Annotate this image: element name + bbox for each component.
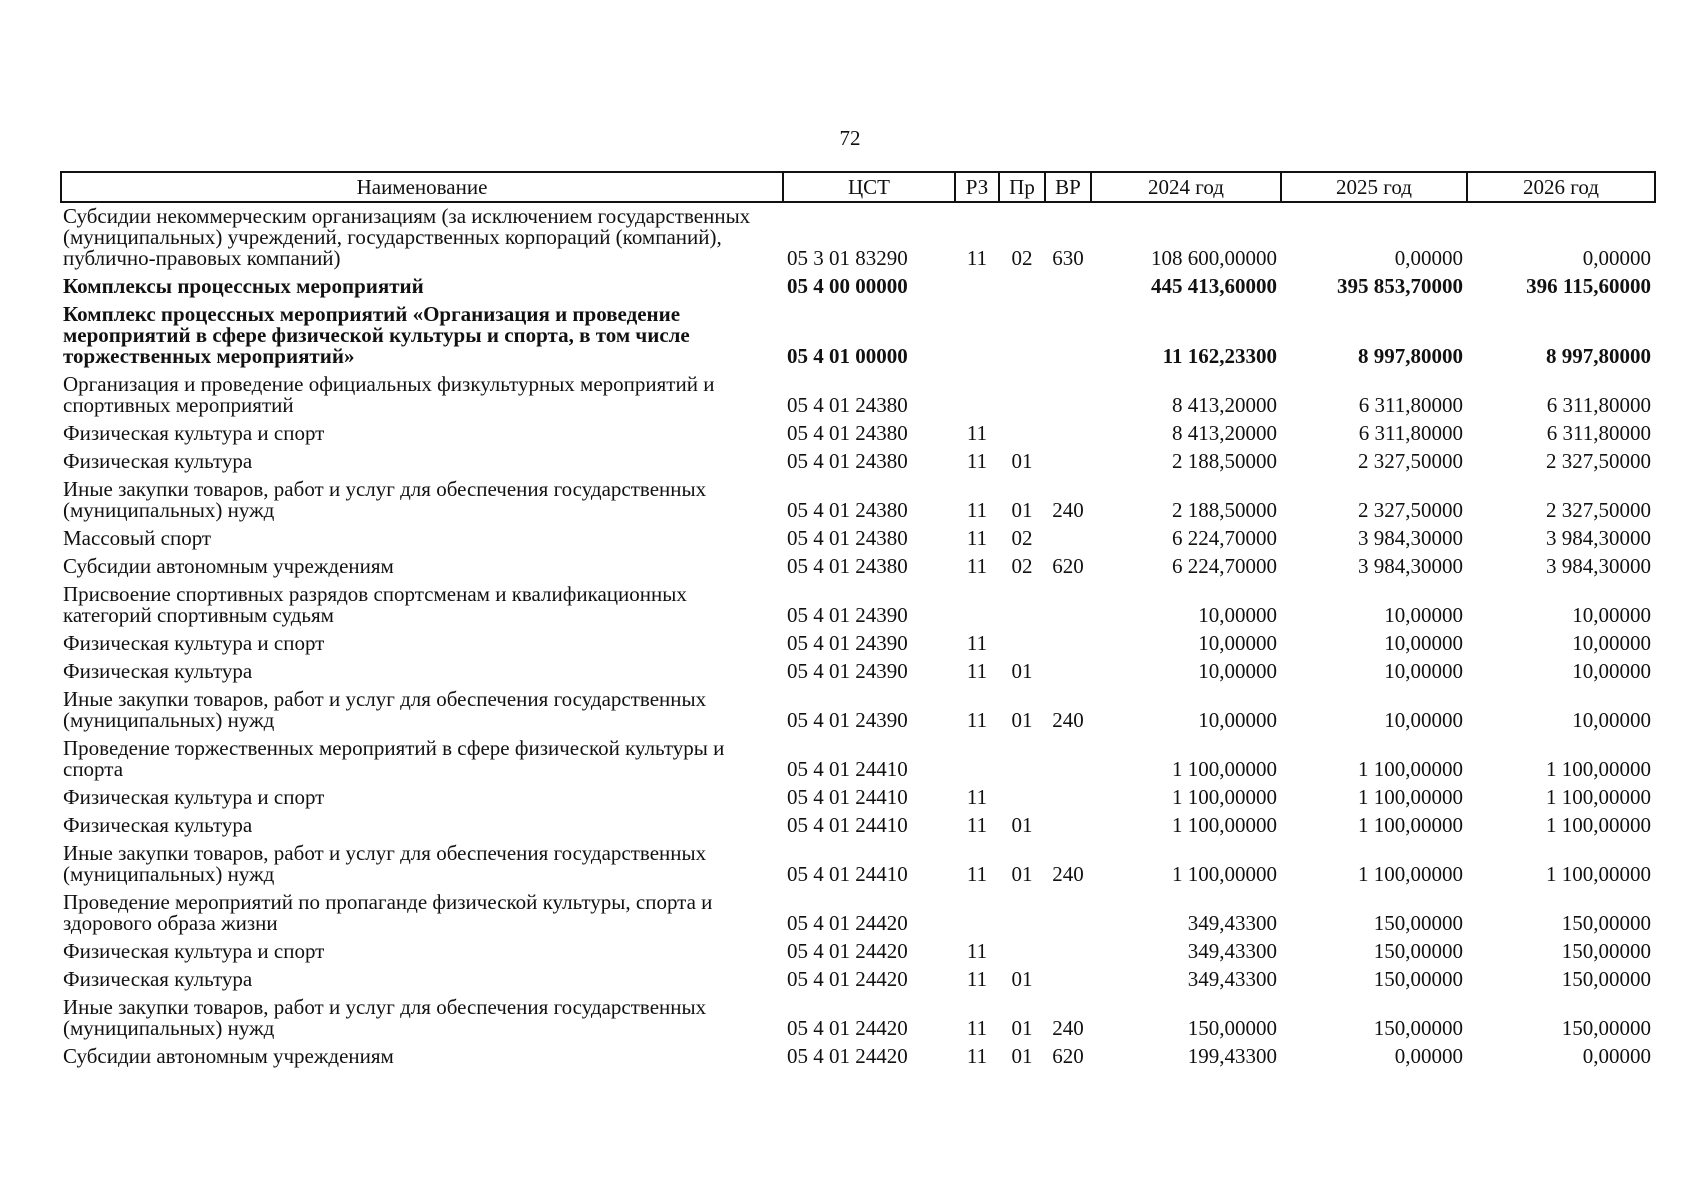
cell-2024: 349,43300 (1187, 939, 1277, 963)
cell-2026: 0,00000 (1582, 1044, 1651, 1068)
cell-2024: 8 413,20000 (1172, 421, 1277, 445)
cell-2025: 10,00000 (1384, 603, 1463, 627)
cell-cst: 05 4 01 24420 (787, 911, 908, 935)
cell-name: Физическая культура (63, 967, 253, 991)
cell-2024: 108 600,00000 (1151, 246, 1277, 270)
table-body (61, 202, 1655, 1071)
cell-rz: 11 (966, 526, 988, 550)
table-row (61, 630, 1655, 658)
cell-pr: 02 (1011, 554, 1033, 578)
cell-2025: 10,00000 (1384, 659, 1463, 683)
header-2024: 2024 год (1091, 172, 1281, 202)
cell-cst: 05 4 01 24390 (787, 631, 908, 655)
table-row (61, 784, 1655, 812)
cell-2026: 3 984,30000 (1546, 554, 1651, 578)
cell-2024: 150,00000 (1187, 1016, 1277, 1040)
cell-pr (999, 630, 1045, 658)
cell-rz: 11 (966, 785, 988, 809)
table-row (61, 525, 1655, 553)
cell-cst: 05 4 01 24390 (787, 603, 908, 627)
cell-rz: 11 (966, 967, 988, 991)
cell-pr (999, 938, 1045, 966)
cell-2026: 6 311,80000 (1546, 421, 1651, 445)
cell-cst: 05 3 01 83290 (787, 246, 908, 270)
cell-rz: 11 (966, 246, 988, 270)
cell-2024: 199,43300 (1187, 1044, 1277, 1068)
cell-cst: 05 4 01 24410 (787, 785, 908, 809)
cell-cst: 05 4 00 00000 (787, 274, 908, 298)
cell-2025: 10,00000 (1384, 708, 1463, 732)
cell-rz (955, 371, 999, 420)
cell-vr (1045, 735, 1091, 784)
cell-vr (1045, 525, 1091, 553)
cell-2025: 2 327,50000 (1358, 498, 1463, 522)
header-2026: 2026 год (1467, 172, 1655, 202)
cell-cst: 05 4 01 24410 (787, 862, 908, 886)
table-row (61, 1043, 1655, 1071)
cell-2026: 3 984,30000 (1546, 526, 1651, 550)
cell-vr (1045, 371, 1091, 420)
cell-pr: 01 (1011, 862, 1033, 886)
cell-2025: 3 984,30000 (1358, 526, 1463, 550)
cell-2024: 1 100,00000 (1172, 813, 1277, 837)
cell-name: Проведение торжественных мероприятий в сфере физической культуры и спорта (63, 736, 725, 781)
cell-rz: 11 (966, 421, 988, 445)
cell-2024: 1 100,00000 (1172, 757, 1277, 781)
cell-rz: 11 (966, 554, 988, 578)
cell-pr: 01 (1011, 967, 1033, 991)
cell-name: Физическая культура (63, 659, 253, 683)
cell-cst: 05 4 01 24380 (787, 526, 908, 550)
cell-vr (1045, 812, 1091, 840)
cell-2025: 1 100,00000 (1358, 757, 1463, 781)
cell-name: Организация и проведение официальных физкультурных мероприятий и спортивных мероприятий (63, 372, 715, 417)
cell-2025: 1 100,00000 (1358, 862, 1463, 886)
cell-2025: 3 984,30000 (1358, 554, 1463, 578)
cell-rz: 11 (966, 1044, 988, 1068)
header-vr: ВР (1045, 172, 1091, 202)
cell-2026: 6 311,80000 (1546, 393, 1651, 417)
cell-vr (1045, 301, 1091, 371)
cell-vr (1045, 658, 1091, 686)
cell-pr: 01 (1011, 449, 1033, 473)
cell-cst: 05 4 01 24420 (787, 967, 908, 991)
header-rz: РЗ (955, 172, 999, 202)
cell-name: Иные закупки товаров, работ и услуг для обеспечения государственных (муниципальных) нужд (63, 995, 707, 1040)
cell-2026: 150,00000 (1561, 967, 1651, 991)
header-pr: Пр (999, 172, 1045, 202)
cell-cst: 05 4 01 24380 (787, 498, 908, 522)
cell-pr: 01 (1011, 659, 1033, 683)
cell-2025: 6 311,80000 (1358, 421, 1463, 445)
cell-name: Проведение мероприятий по пропаганде физической культуры, спорта и здорового образа жизни (63, 890, 713, 935)
table-row (61, 735, 1655, 784)
cell-cst: 05 4 01 24390 (787, 659, 908, 683)
cell-vr (1045, 889, 1091, 938)
cell-2026: 150,00000 (1561, 911, 1651, 935)
cell-pr (999, 420, 1045, 448)
cell-2025: 150,00000 (1373, 939, 1463, 963)
cell-rz: 11 (966, 659, 988, 683)
cell-2026: 10,00000 (1572, 659, 1651, 683)
cell-name: Физическая культура и спорт (63, 631, 325, 655)
table-row (61, 686, 1655, 735)
cell-name: Иные закупки товаров, работ и услуг для обеспечения государственных (муниципальных) нужд (63, 477, 707, 522)
cell-cst: 05 4 01 24380 (787, 421, 908, 445)
cell-cst: 05 4 01 24380 (787, 393, 908, 417)
cell-2026: 150,00000 (1561, 1016, 1651, 1040)
table-header-row (61, 172, 1655, 202)
cell-cst: 05 4 01 24420 (787, 1044, 908, 1068)
cell-name: Физическая культура (63, 449, 253, 473)
cell-cst: 05 4 01 24410 (787, 813, 908, 837)
cell-2024: 8 413,20000 (1172, 393, 1277, 417)
cell-2026: 396 115,60000 (1526, 274, 1651, 298)
cell-rz: 11 (966, 631, 988, 655)
cell-vr: 240 (1052, 708, 1084, 732)
cell-2025: 8 997,80000 (1358, 344, 1463, 368)
cell-name: Присвоение спортивных разрядов спортсменам и квалификационных категорий спортивным судьям (63, 582, 687, 627)
cell-rz (955, 273, 999, 301)
cell-rz (955, 581, 999, 630)
cell-rz: 11 (966, 862, 988, 886)
cell-pr: 01 (1011, 813, 1033, 837)
table-row (61, 553, 1655, 581)
cell-pr: 01 (1011, 708, 1033, 732)
cell-pr: 01 (1011, 1016, 1033, 1040)
cell-cst: 05 4 01 24410 (787, 757, 908, 781)
cell-2024: 445 413,60000 (1151, 274, 1277, 298)
cell-2025: 10,00000 (1384, 631, 1463, 655)
cell-2024: 10,00000 (1198, 631, 1277, 655)
cell-pr: 01 (1011, 1044, 1033, 1068)
header-name: Наименование (61, 172, 783, 202)
cell-name: Иные закупки товаров, работ и услуг для обеспечения государственных (муниципальных) нужд (63, 687, 707, 732)
table-row (61, 581, 1655, 630)
cell-pr: 01 (1011, 498, 1033, 522)
cell-2025: 1 100,00000 (1358, 813, 1463, 837)
cell-vr: 620 (1052, 1044, 1084, 1068)
cell-vr: 240 (1052, 1016, 1084, 1040)
cell-2026: 0,00000 (1582, 246, 1651, 270)
cell-2024: 6 224,70000 (1172, 526, 1277, 550)
cell-2024: 10,00000 (1198, 708, 1277, 732)
cell-pr (999, 273, 1045, 301)
cell-2026: 2 327,50000 (1546, 449, 1651, 473)
table-row (61, 938, 1655, 966)
cell-2025: 0,00000 (1394, 246, 1463, 270)
cell-rz: 11 (966, 939, 988, 963)
cell-name: Субсидии автономным учреждениям (63, 554, 394, 578)
table-row (61, 273, 1655, 301)
cell-name: Массовый спорт (63, 526, 212, 550)
table-row (61, 966, 1655, 994)
table-row (61, 840, 1655, 889)
cell-name: Субсидии некоммерческим организациям (за исключением государственных (муниципальных) учреждений, государственных корпораций (компаний), публично-правовых компаний) (63, 204, 751, 270)
cell-2026: 1 100,00000 (1546, 785, 1651, 809)
cell-cst: 05 4 01 24380 (787, 449, 908, 473)
cell-2026: 1 100,00000 (1546, 757, 1651, 781)
cell-2025: 150,00000 (1373, 1016, 1463, 1040)
cell-2026: 10,00000 (1572, 603, 1651, 627)
cell-name: Физическая культура и спорт (63, 939, 325, 963)
cell-vr (1045, 581, 1091, 630)
page-number: 72 (839, 126, 861, 150)
cell-pr (999, 301, 1045, 371)
cell-name: Физическая культура (63, 813, 253, 837)
cell-2026: 150,00000 (1561, 939, 1651, 963)
cell-2026: 10,00000 (1572, 631, 1651, 655)
cell-vr (1045, 938, 1091, 966)
cell-2024: 349,43300 (1187, 967, 1277, 991)
table-row (61, 994, 1655, 1043)
cell-2025: 150,00000 (1373, 967, 1463, 991)
cell-rz (955, 735, 999, 784)
cell-vr (1045, 448, 1091, 476)
cell-rz: 11 (966, 813, 988, 837)
cell-2025: 395 853,70000 (1337, 274, 1463, 298)
cell-pr (999, 784, 1045, 812)
cell-vr: 240 (1052, 498, 1084, 522)
cell-vr: 630 (1052, 246, 1084, 270)
cell-2026: 8 997,80000 (1546, 344, 1651, 368)
cell-2024: 2 188,50000 (1172, 498, 1277, 522)
cell-2024: 349,43300 (1187, 911, 1277, 935)
cell-rz: 11 (966, 498, 988, 522)
cell-name: Субсидии автономным учреждениям (63, 1044, 394, 1068)
cell-2024: 1 100,00000 (1172, 785, 1277, 809)
cell-2025: 0,00000 (1394, 1044, 1463, 1068)
cell-name: Физическая культура и спорт (63, 785, 325, 809)
table-row (61, 448, 1655, 476)
cell-2024: 2 188,50000 (1172, 449, 1277, 473)
cell-2024: 11 162,23300 (1162, 344, 1277, 368)
cell-rz: 11 (966, 449, 988, 473)
cell-vr (1045, 784, 1091, 812)
cell-pr (999, 371, 1045, 420)
cell-cst: 05 4 01 24390 (787, 708, 908, 732)
table-row (61, 889, 1655, 938)
table-row (61, 658, 1655, 686)
cell-rz: 11 (966, 1016, 988, 1040)
cell-pr: 02 (1011, 526, 1033, 550)
cell-2024: 6 224,70000 (1172, 554, 1277, 578)
cell-rz: 11 (966, 708, 988, 732)
cell-vr: 620 (1052, 554, 1084, 578)
cell-2024: 1 100,00000 (1172, 862, 1277, 886)
cell-2026: 1 100,00000 (1546, 862, 1651, 886)
cell-2024: 10,00000 (1198, 603, 1277, 627)
cell-name: Комплекс процессных мероприятий «Организация и проведение мероприятий в сфере физической культуры и спорта, в том числе торжественных мероприятий» (63, 302, 690, 368)
table-row (61, 476, 1655, 525)
cell-cst: 05 4 01 00000 (787, 344, 908, 368)
budget-table (60, 171, 1656, 1071)
cell-vr: 240 (1052, 862, 1084, 886)
cell-name: Комплексы процессных мероприятий (63, 274, 424, 298)
cell-rz (955, 301, 999, 371)
cell-pr (999, 889, 1045, 938)
table-row (61, 301, 1655, 371)
cell-2025: 6 311,80000 (1358, 393, 1463, 417)
cell-2025: 150,00000 (1373, 911, 1463, 935)
cell-name: Иные закупки товаров, работ и услуг для обеспечения государственных (муниципальных) нужд (63, 841, 707, 886)
cell-cst: 05 4 01 24420 (787, 1016, 908, 1040)
cell-cst: 05 4 01 24380 (787, 554, 908, 578)
cell-vr (1045, 420, 1091, 448)
cell-2025: 1 100,00000 (1358, 785, 1463, 809)
table-row (61, 371, 1655, 420)
header-2025: 2025 год (1281, 172, 1467, 202)
cell-cst: 05 4 01 24420 (787, 939, 908, 963)
cell-2026: 1 100,00000 (1546, 813, 1651, 837)
cell-2025: 2 327,50000 (1358, 449, 1463, 473)
cell-vr (1045, 273, 1091, 301)
cell-pr (999, 735, 1045, 784)
cell-vr (1045, 630, 1091, 658)
cell-2026: 2 327,50000 (1546, 498, 1651, 522)
cell-pr: 02 (1011, 246, 1033, 270)
cell-rz (955, 889, 999, 938)
table-row (61, 202, 1655, 273)
cell-2026: 10,00000 (1572, 708, 1651, 732)
cell-2024: 10,00000 (1198, 659, 1277, 683)
cell-name: Физическая культура и спорт (63, 421, 325, 445)
header-cst: ЦСТ (783, 172, 955, 202)
table-row (61, 812, 1655, 840)
cell-vr (1045, 966, 1091, 994)
table-row (61, 420, 1655, 448)
cell-pr (999, 581, 1045, 630)
